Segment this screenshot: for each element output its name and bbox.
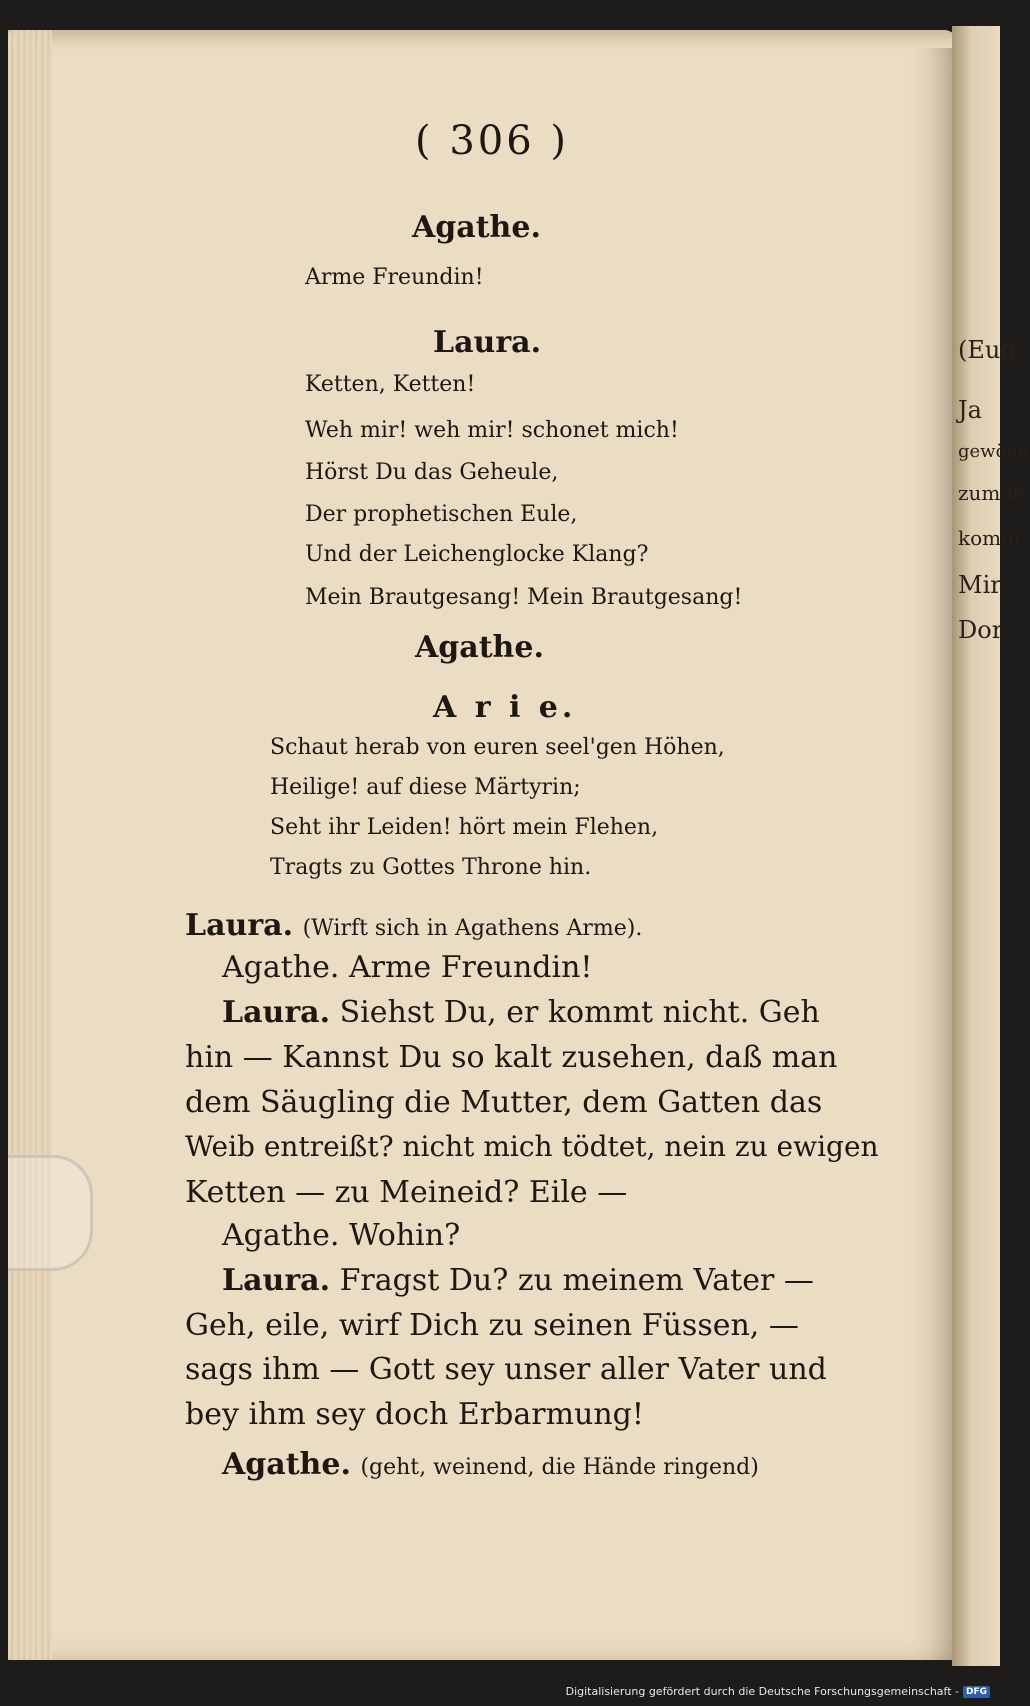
aria-line: Seht ihr Leiden! hört mein Flehen,: [270, 815, 659, 840]
verse-line: Ketten, Ketten!: [305, 372, 476, 397]
aria-line: Heilige! auf diese Märtyrin;: [270, 775, 581, 800]
dialogue-text: Siehst Du, er kommt nicht. Geh: [339, 995, 820, 1030]
speaker-name: Laura.: [222, 995, 331, 1030]
dialogue-line: bey ihm sey doch Erbarmung!: [185, 1397, 644, 1432]
dialogue-line: Weib entreißt? nicht mich tödtet, nein zu ewigen: [185, 1130, 879, 1163]
aria-line: Tragts zu Gottes Throne hin.: [270, 855, 592, 880]
speaker-name: Laura.: [222, 1263, 331, 1298]
speaker-name: Agathe.: [222, 950, 340, 985]
facing-page-fragment: Ja: [958, 396, 982, 424]
dialogue-line: hin — Kannst Du so kalt zusehen, daß man: [185, 1040, 838, 1075]
dialogue-line: [222, 1447, 759, 1482]
dialogue-line: Ketten — zu Meineid? Eile —: [185, 1175, 628, 1210]
dialogue-text: Wohin?: [348, 1218, 461, 1253]
dialogue-line: dem Säugling die Mutter, dem Gatten das: [185, 1085, 823, 1120]
dialogue-line: Geh, eile, wirf Dich zu seinen Füssen, —: [185, 1308, 799, 1343]
facing-page-fragment: (Eug: [958, 336, 1016, 364]
page-stack-edges: [8, 30, 52, 1660]
aria-heading: A r i e.: [433, 690, 577, 725]
dfg-logo: DFG: [963, 1686, 990, 1698]
stage-direction: (geht, weinend, die Hände ringend): [360, 1455, 759, 1480]
facing-page-fragment: zum le: [958, 481, 1025, 505]
dialogue-line: [222, 950, 592, 985]
dialogue-line: sags ihm — Gott sey unser aller Vater und: [185, 1352, 827, 1387]
stage-direction: (Wirft sich in Agathens Arme).: [302, 916, 643, 941]
speaker-name: Agathe.: [222, 1218, 340, 1253]
aria-line: Schaut herab von euren seel'gen Höhen,: [270, 735, 725, 760]
facing-page-fragment: gewöhn: [958, 441, 1030, 462]
dialogue-line: [222, 1218, 460, 1253]
facing-page-edge: [952, 26, 1030, 1666]
speaker-heading: Laura.: [433, 325, 542, 360]
credit-text: Digitalisierung gefördert durch die Deutsche Forschungsgemeinschaft -: [565, 1685, 959, 1698]
speaker-name: Agathe.: [222, 1447, 351, 1482]
page-number: ( 306 ): [415, 118, 569, 164]
dialogue-text: Fragst Du? zu meinem Vater —: [339, 1263, 814, 1298]
dialogue-line: [222, 1263, 814, 1298]
verse-line: Arme Freundin!: [305, 265, 484, 290]
verse-line: Und der Leichenglocke Klang?: [305, 542, 649, 567]
page-top-edge: [8, 30, 958, 48]
verse-line: Weh mir! weh mir! schonet mich!: [305, 418, 679, 443]
speaker-heading: Agathe.: [415, 630, 544, 665]
verse-line: Mein Brautgesang! Mein Brautgesang!: [305, 585, 743, 610]
page-clip: [8, 1155, 93, 1271]
facing-page-fragment: komm: [958, 526, 1021, 550]
verse-line: Der prophetischen Eule,: [305, 502, 578, 527]
dialogue-line: [185, 908, 642, 943]
digitization-credit: [566, 1685, 990, 1698]
verse-line: Hörst Du das Geheule,: [305, 460, 559, 485]
dialogue-text: Arme Freundin!: [348, 950, 593, 985]
dialogue-line: [222, 995, 820, 1030]
facing-page-fragment: Mir: [958, 571, 1002, 599]
speaker-name: Laura.: [185, 908, 294, 943]
speaker-heading: Agathe.: [412, 210, 541, 245]
facing-page-fragment: Dor: [958, 616, 1004, 644]
